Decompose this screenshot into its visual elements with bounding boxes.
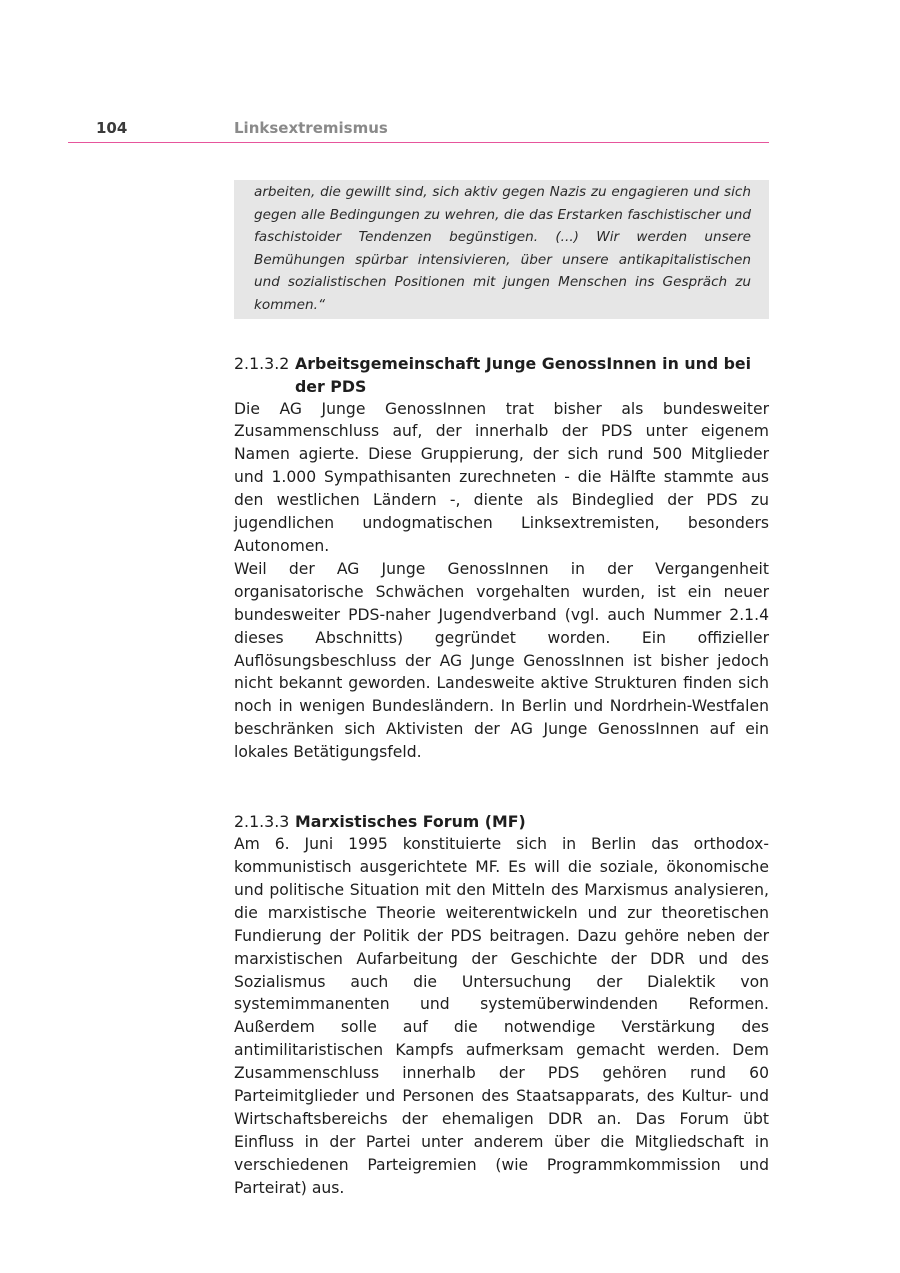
quote-box xyxy=(234,180,769,319)
page-content xyxy=(234,180,769,1200)
section-title: Marxistisches Forum (MF) xyxy=(295,812,526,832)
section-heading-2133 xyxy=(234,810,769,833)
running-title: Linksextremismus xyxy=(234,119,388,137)
body-paragraph: Am 6. Juni 1995 konstituierte sich in Berlin das orthodox-kommunistisch ausgerichtete MF. Es will die soziale, ökonomische und politische Situation mit den Mitteln des Marxismus analysieren, die marxistische Theorie weiterentwickeln und zur theoretischen Fundierung der Politik der PDS beitragen. Dazu gehöre neben der marxistischen Aufarbeitung der Geschichte der DDR und des Sozialismus auch die Untersuchung der Dialektik von systemimmanenten und systemüberwindenden Reformen. Außerdem solle auf die notwendige Verstärkung des antimilitaristischen Kampfs aufmerksam gemacht werden. Dem Zusammenschluss innerhalb der PDS gehören rund 60 Parteimitglieder und Personen des Staatsapparats, des Kultur- und Wirtschaftsbereichs der ehemaligen DDR an. Das Forum übt Einfluss in der Partei unter anderem über die Mitgliedschaft in verschiedenen Parteigremien (wie Programmkommission und Parteirat) aus. xyxy=(234,835,769,1197)
body-paragraph: Weil der AG Junge GenossInnen in der Vergangenheit organisatorische Schwächen vorgehalten wurden, ist ein neuer bundesweiter PDS-naher Jugendverband (vgl. auch Nummer 2.1.4 dieses Abschnitts) gegründet worden. Ein offizieller Auflösungsbeschluss der AG Junge GenossInnen ist bisher jedoch nicht bekannt geworden. Landesweite aktive Strukturen finden sich noch in wenigen Bundesländern. In Berlin und Nordrhein-Westfalen beschränken sich Aktivisten der AG Junge GenossInnen auf ein lokales Betätigungsfeld. xyxy=(234,559,769,762)
section-heading-2132 xyxy=(234,352,769,398)
section-number: 2.1.3.3 xyxy=(234,812,290,832)
body-paragraph: Die AG Junge GenossInnen trat bisher als bundesweiter Zusammenschluss auf, der innerhalb der PDS unter eigenem Namen agierte. Diese Gruppierung, der sich rund 500 Mitglieder und 1.000 Sympathisanten zurechneten - die Hälfte stammte aus den westlichen Ländern -, diente als Bindeglied der PDS zu jugendlichen undogmatischen Linksextremisten, besonders Autonomen. xyxy=(234,399,769,555)
running-header xyxy=(68,116,769,143)
page-number: 104 xyxy=(96,119,128,137)
section-number: 2.1.3.2 xyxy=(234,353,290,373)
quote-text: arbeiten, die gewillt sind, sich aktiv gegen Nazis zu engagieren und sich gegen alle Bedingungen zu wehren, die das Erstarken faschistischer und faschistoider Tendenzen begünstigen. (...) Wir werden unsere Bemühungen spürbar intensivieren, über unsere antikapitalistischen und sozialistischen Positionen mit jungen Menschen ins Gespräch zu kommen.“ xyxy=(254,184,751,313)
section-title: Arbeitsgemeinschaft Junge GenossInnen in und bei der PDS xyxy=(295,353,752,396)
